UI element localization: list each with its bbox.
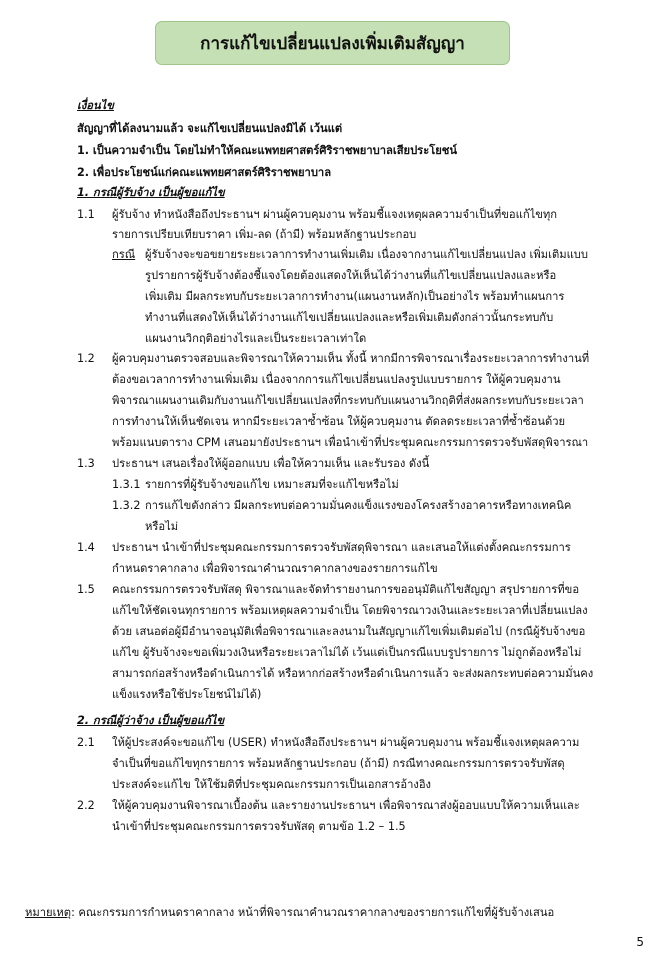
paragraph-line: นำเข้าที่ประชุมคณะกรรมการตรวจรับพัสดุ ตามข้อ 1.2 – 1.5	[112, 820, 406, 833]
case1-heading: 1. กรณีผู้รับจ้าง เป็นผู้ขอแก้ไข	[77, 186, 225, 199]
paragraph-line: ประธานฯ เสนอเรื่องให้ผู้ออกแบบ เพื่อให้ความเห็น และรับรอง ดังนี้	[112, 457, 430, 470]
item-number: 1.3	[77, 457, 95, 470]
paragraph-line: ให้ผู้ควบคุมงานพิจารณาเบื้องต้น และรายงานประธานฯ เพื่อพิจารณาส่งผู้ออบแบบให้ความเห็นและ	[112, 799, 580, 812]
paragraph-line: ประธานฯ นำเข้าที่ประชุมคณะกรรมการตรวจรับพัสดุพิจารณา และเสนอให้แต่งตั้งคณะกรรมการ	[112, 541, 571, 554]
paragraph-line: ต้องขอเวลาการทำงานเพิ่มเติม เนื่องจากการแก้ไขเปลี่ยนแปลงรูปแบบรายการ ให้ผู้ควบคุมงาน	[112, 373, 561, 386]
page-number: 5	[636, 935, 644, 949]
item-number: 2.2	[77, 799, 95, 812]
paragraph-line: หรือไม่	[145, 520, 179, 533]
note-text: : คณะกรรมการกำหนดราคากลาง หน้าที่พิจารณาคำนวณราคากลางของรายการแก้ไขที่ผู้รับจ้างเสนอ	[71, 906, 555, 919]
condition-1: 1. เป็นความจำเป็น โดยไม่ทำให้คณะแพทยศาสตร์ศิริราชพยาบาลเสียประโยชน์	[77, 144, 458, 157]
paragraph-line: การแก้ไขดังกล่าว มีผลกระทบต่อความมั่นคงแข็งแรงของโครงสร้างอาคารหรือทางเทคนิค	[145, 499, 572, 512]
note-label: หมายเหตุ	[25, 906, 72, 919]
paragraph-line: รูปรายการผู้รับจ้างต้องชี้แจงโดยต้องแสดงให้เห็นได้ว่างานที่แก้ไขเปลี่ยนแปลงและหรือ	[145, 269, 557, 282]
paragraph-line: รายการเปรียบเทียบราคา เพิ่ม-ลด (ถ้ามี) พร้อมหลักฐานประกอบ	[112, 228, 417, 241]
paragraph-line: ให้ผู้ประสงค์จะขอแก้ไข (USER) ทำหนังสือถึงประธานฯ ผ่านผู้ควบคุมงาน พร้อมชี้แจงเหตุผลความ	[112, 736, 580, 749]
item-number: 1.2	[77, 352, 95, 365]
conditions-heading: เงื่อนไข	[77, 99, 114, 112]
paragraph-line: แก้ไข ผู้รับจ้างจะขอเพิ่มวงเงินหรือระยะเวลาไม่ได้ เว้นแต่เป็นกรณีแบบรูปรายการ ไม่ถูกต้องหรือไม่	[112, 646, 582, 659]
item-number: 1.1	[77, 208, 95, 221]
paragraph-line: พิจารณาแผนงานเดิมกับงานแก้ไขเปลี่ยนแปลงที่กระทบกับแผนงานวิกฤติที่ส่งผลกระทบกับระยะเวลา	[112, 394, 584, 407]
item-number: 1.5	[77, 583, 95, 596]
page-title: การแก้ไขเปลี่ยนแปลงเพิ่มเติมสัญญา	[155, 21, 510, 65]
paragraph-line: การทำงานให้เห็นชัดเจน หากมีระยะเวลาซ้ำซ้อน ให้ผู้ควบคุมงาน ตัดลดระยะเวลาที่ซ้ำซ้อนด้วย	[112, 415, 566, 428]
item-number: 1.4	[77, 541, 95, 554]
conditions-intro: สัญญาที่ได้ลงนามแล้ว จะแก้ไขเปลี่ยนแปลงมิได้ เว้นแต่	[77, 122, 343, 135]
paragraph-line: ผู้ควบคุมงานตรวจสอบและพิจารณาให้ความเห็น ทั้งนี้ หากมีการพิจารณาเรื่องระยะเวลาการทำงานที่	[112, 352, 590, 365]
paragraph-line: แผนงานวิกฤติอย่างไรและเป็นระยะเวลาเท่าใด	[145, 332, 367, 345]
paragraph-line: แก้ไขให้ชัดเจนทุกรายการ พร้อมเหตุผลความจำเป็น โดยพิจารณาวงเงินและระยะเวลาที่เปลี่ยนแปลง	[112, 604, 588, 617]
sub-item-number: 1.3.1	[112, 478, 141, 491]
condition-2: 2. เพื่อประโยชน์แก่คณะแพทยศาสตร์ศิริราชพยาบาล	[77, 166, 332, 179]
sub-item-number: 1.3.2	[112, 499, 141, 512]
paragraph-line: ประสงค์จะแก้ไข ให้ใช้มติที่ประชุมคณะกรรมการเป็นเอกสารอ้างอิง	[112, 778, 432, 791]
paragraph-line: สามารถก่อสร้างหรือดำเนินการได้ หรือหากก่อสร้างหรือดำเนินการแล้ว จะส่งผลกระทบต่อความมั่นคง	[112, 667, 594, 680]
paragraph-line: กำหนดราคากลาง เพื่อพิจารณาคำนวณราคากลางของรายการแก้ไข	[112, 562, 438, 575]
paragraph-line: ทำงานที่แสดงให้เห็นได้ว่างานแก้ไขเปลี่ยนแปลงและหรือเพิ่มเติมดังกล่าวนั้นกระทบกับ	[145, 311, 554, 324]
footnote	[25, 903, 554, 921]
item-number: 2.1	[77, 736, 95, 749]
paragraph-line: รายการที่ผู้รับจ้างขอแก้ไข เหมาะสมที่จะแก้ไขหรือไม่	[145, 478, 399, 491]
paragraph-line: แข็งแรงหรือใช้ประโยชน์ไม่ได้)	[112, 688, 262, 701]
paragraph-line: ผู้รับจ้าง ทำหนังสือถึงประธานฯ ผ่านผู้ควบคุมงาน พร้อมชี้แจงเหตุผลความจำเป็นที่ขอแก้ไขทุก	[112, 208, 558, 221]
paragraph-line: พร้อมแนบตาราง CPM เสนอมายังประธานฯ เพื่อนำเข้าที่ประชุมคณะกรรมการตรวจรับพัสดุพิจารณา	[112, 436, 589, 449]
case-label: กรณี	[112, 248, 136, 261]
paragraph-line: ด้วย เสนอต่อผู้มีอำนาจอนุมัติเพื่อพิจารณาและลงนามในสัญญาแก้ไขเพิ่มเติมต่อไป (กรณีผู้รับจ้างขอ	[112, 625, 586, 638]
paragraph-line: เพิ่มเติม มีผลกระทบกับระยะเวลาการทำงาน(แผนงานหลัก)เป็นอย่างไร พร้อมทำแผนการ	[145, 290, 565, 303]
paragraph-line: ผู้รับจ้างจะขอขยายระยะเวลาการทำงานเพิ่มเติม เนื่องจากงานแก้ไขเปลี่ยนแปลง เพิ่มเติมแบบ	[145, 248, 589, 261]
paragraph-line: จำเป็นที่ขอแก้ไขทุกรายการ พร้อมหลักฐานประกอบ (ถ้ามี) กรณีทางคณะกรรมการตรวจรับพัสดุ	[112, 757, 565, 770]
case2-heading: 2. กรณีผู้ว่าจ้าง เป็นผู้ขอแก้ไข	[77, 714, 225, 727]
paragraph-line: คณะกรรมการตรวจรับพัสดุ พิจารณาและจัดทำรายงานการขออนุมัติแก้ไขสัญญา สรุปรายการที่ขอ	[112, 583, 580, 596]
